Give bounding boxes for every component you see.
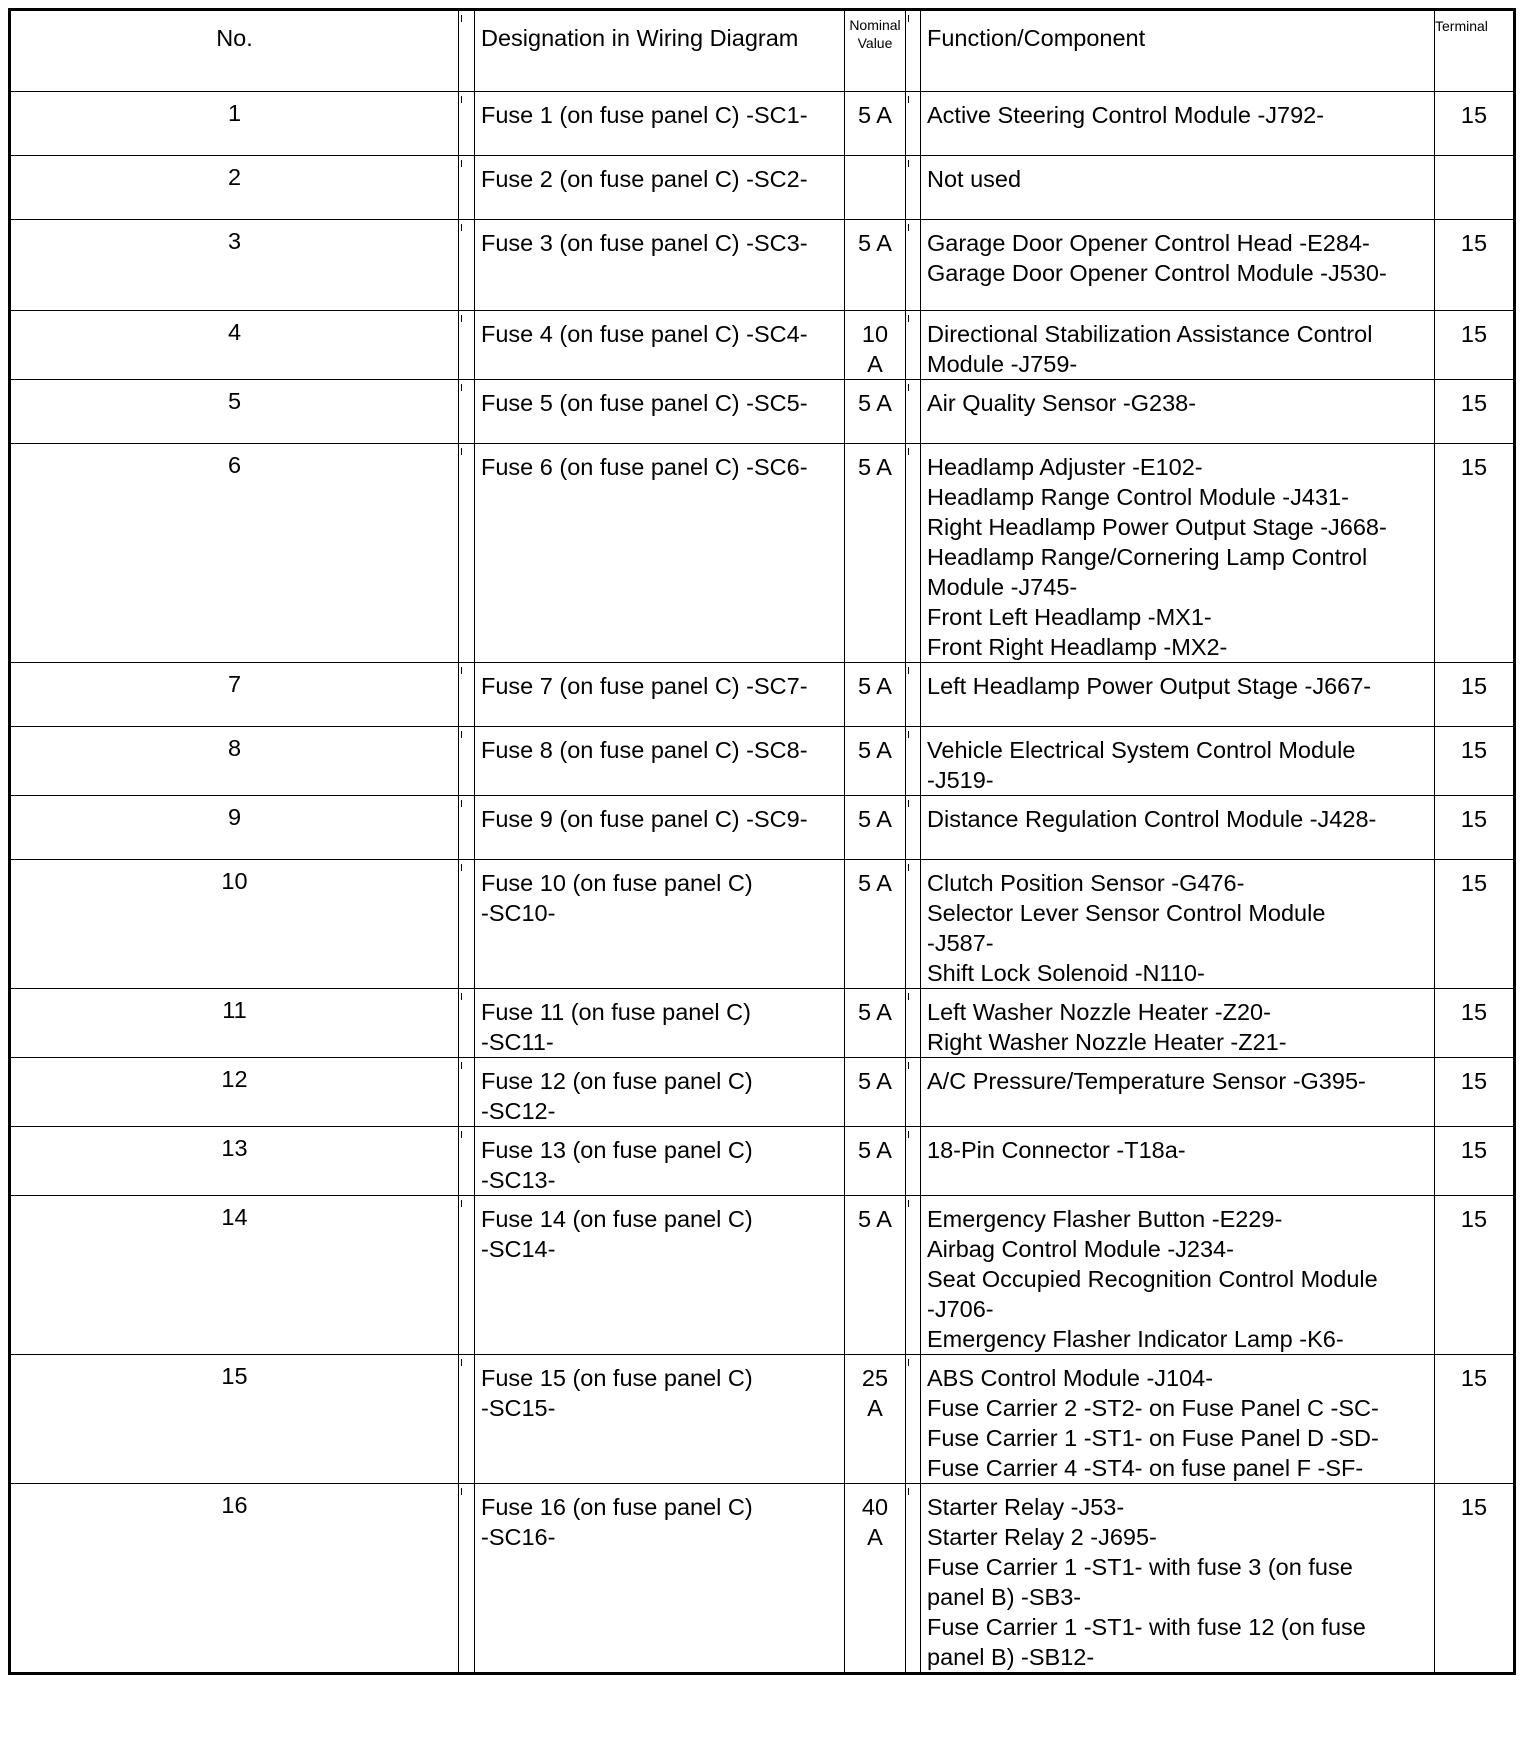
designation-line: Fuse 14 (on fuse panel C)	[481, 1206, 753, 1232]
table-row	[10, 727, 1515, 796]
cell-function	[921, 860, 1435, 989]
cell-spacer	[906, 1196, 921, 1355]
cell-no: 14	[10, 1196, 459, 1355]
cell-terminal: 15	[1435, 92, 1515, 156]
function-line: Selector Lever Sensor Control Module	[927, 900, 1326, 926]
value-line: 5 A	[858, 999, 892, 1025]
value-line: A	[867, 1524, 883, 1550]
table-row	[10, 796, 1515, 860]
cell-function	[921, 1196, 1435, 1355]
cell-no: 1	[10, 92, 459, 156]
function-line: Emergency Flasher Indicator Lamp -K6-	[927, 1326, 1344, 1352]
cell-designation	[475, 796, 845, 860]
cell-spacer	[459, 220, 475, 311]
cell-spacer	[906, 727, 921, 796]
header-nominal-value	[845, 10, 906, 92]
designation-line: -SC13-	[481, 1167, 556, 1193]
cell-designation	[475, 1355, 845, 1484]
cell-spacer	[459, 444, 475, 663]
designation-line: Fuse 8 (on fuse panel C) -SC8-	[481, 737, 808, 763]
cell-spacer	[459, 1355, 475, 1484]
cell-terminal: 15	[1435, 663, 1515, 727]
cell-no: 9	[10, 796, 459, 860]
header-nominal-line1: Nominal	[849, 17, 901, 33]
value-line: 5 A	[858, 737, 892, 763]
value-line: A	[867, 1395, 883, 1421]
header-designation: Designation in Wiring Diagram	[475, 10, 845, 92]
cell-no: 11	[10, 989, 459, 1058]
designation-line: Fuse 13 (on fuse panel C)	[481, 1137, 753, 1163]
designation-line: -SC15-	[481, 1395, 556, 1421]
table-row	[10, 220, 1515, 311]
cell-terminal: 15	[1435, 1355, 1515, 1484]
cell-spacer	[459, 156, 475, 220]
designation-line: Fuse 11 (on fuse panel C)	[481, 999, 751, 1025]
cell-nominal-value	[845, 1058, 906, 1127]
cell-spacer	[459, 1196, 475, 1355]
cell-nominal-value	[845, 92, 906, 156]
function-line: -J519-	[927, 767, 994, 793]
cell-no: 8	[10, 727, 459, 796]
cell-designation	[475, 1484, 845, 1674]
function-line: Module -J745-	[927, 574, 1078, 600]
function-line: Left Washer Nozzle Heater -Z20-	[927, 999, 1271, 1025]
table-row	[10, 92, 1515, 156]
cell-spacer	[906, 156, 921, 220]
cell-no: 10	[10, 860, 459, 989]
table-row	[10, 156, 1515, 220]
value-line: 10	[861, 321, 889, 347]
cell-function	[921, 663, 1435, 727]
table-row	[10, 1058, 1515, 1127]
cell-spacer	[459, 1127, 475, 1196]
cell-spacer	[459, 311, 475, 380]
cell-no: 16	[10, 1484, 459, 1674]
cell-function	[921, 220, 1435, 311]
cell-designation	[475, 1127, 845, 1196]
table-row	[10, 663, 1515, 727]
cell-designation	[475, 380, 845, 444]
value-line: 5 A	[858, 390, 892, 416]
cell-nominal-value	[845, 796, 906, 860]
header-spacer-2	[906, 10, 921, 92]
cell-no: 12	[10, 1058, 459, 1127]
value-line: 5 A	[858, 1206, 892, 1232]
cell-designation	[475, 220, 845, 311]
cell-spacer	[459, 860, 475, 989]
value-line: 5 A	[858, 230, 892, 256]
cell-function	[921, 727, 1435, 796]
header-function: Function/Component	[921, 10, 1435, 92]
value-line: 5 A	[858, 1068, 892, 1094]
cell-designation	[475, 1196, 845, 1355]
cell-nominal-value	[845, 1196, 906, 1355]
value-line: 5 A	[858, 102, 892, 128]
table-row	[10, 311, 1515, 380]
cell-designation	[475, 663, 845, 727]
cell-function	[921, 1127, 1435, 1196]
cell-spacer	[459, 1058, 475, 1127]
cell-terminal	[1435, 156, 1515, 220]
cell-spacer	[459, 796, 475, 860]
cell-spacer	[906, 380, 921, 444]
cell-terminal: 15	[1435, 311, 1515, 380]
function-line: Module -J759-	[927, 351, 1078, 377]
cell-spacer	[906, 796, 921, 860]
designation-line: -SC11-	[481, 1029, 554, 1055]
value-line: 5 A	[858, 454, 892, 480]
function-line: Active Steering Control Module -J792-	[927, 102, 1325, 128]
function-line: Starter Relay -J53-	[927, 1494, 1125, 1520]
function-line: Seat Occupied Recognition Control Module	[927, 1266, 1378, 1292]
cell-spacer	[906, 860, 921, 989]
table-row	[10, 989, 1515, 1058]
cell-spacer	[459, 92, 475, 156]
cell-function	[921, 796, 1435, 860]
fuse-table-sheet	[8, 8, 1513, 1675]
cell-no: 7	[10, 663, 459, 727]
cell-function	[921, 989, 1435, 1058]
cell-designation	[475, 1058, 845, 1127]
cell-nominal-value	[845, 380, 906, 444]
designation-line: -SC10-	[481, 900, 556, 926]
cell-nominal-value	[845, 663, 906, 727]
cell-function	[921, 311, 1435, 380]
cell-no: 3	[10, 220, 459, 311]
cell-nominal-value	[845, 1484, 906, 1674]
cell-nominal-value	[845, 1127, 906, 1196]
designation-line: Fuse 5 (on fuse panel C) -SC5-	[481, 390, 808, 416]
value-line: 5 A	[858, 870, 892, 896]
cell-nominal-value	[845, 444, 906, 663]
cell-function	[921, 380, 1435, 444]
function-line: Right Washer Nozzle Heater -Z21-	[927, 1029, 1287, 1055]
cell-terminal: 15	[1435, 796, 1515, 860]
cell-spacer	[906, 1058, 921, 1127]
table-row	[10, 444, 1515, 663]
table-row	[10, 1127, 1515, 1196]
table-row	[10, 860, 1515, 989]
table-row	[10, 1484, 1515, 1674]
cell-terminal: 15	[1435, 444, 1515, 663]
function-line: panel B) -SB12-	[927, 1644, 1095, 1670]
cell-spacer	[906, 92, 921, 156]
function-line: Fuse Carrier 1 -ST1- on Fuse Panel D -SD-	[927, 1425, 1379, 1451]
designation-line: Fuse 12 (on fuse panel C)	[481, 1068, 753, 1094]
cell-no: 6	[10, 444, 459, 663]
designation-line: -SC12-	[481, 1098, 556, 1124]
function-line: Shift Lock Solenoid -N110-	[927, 960, 1205, 986]
designation-line: Fuse 6 (on fuse panel C) -SC6-	[481, 454, 808, 480]
cell-function	[921, 444, 1435, 663]
cell-terminal: 15	[1435, 220, 1515, 311]
cell-terminal: 15	[1435, 860, 1515, 989]
value-line: 40	[861, 1494, 889, 1520]
cell-designation	[475, 311, 845, 380]
function-line: Fuse Carrier 1 -ST1- with fuse 3 (on fuse	[927, 1554, 1353, 1580]
cell-designation	[475, 727, 845, 796]
designation-line: Fuse 4 (on fuse panel C) -SC4-	[481, 321, 808, 347]
header-nominal-line2: Value	[857, 35, 893, 51]
cell-spacer	[459, 989, 475, 1058]
cell-no: 4	[10, 311, 459, 380]
function-line: Front Right Headlamp -MX2-	[927, 634, 1228, 660]
cell-nominal-value	[845, 220, 906, 311]
cell-nominal-value	[845, 1355, 906, 1484]
fuse-table-body	[10, 92, 1515, 1674]
function-line: Fuse Carrier 4 -ST4- on fuse panel F -SF-	[927, 1455, 1364, 1481]
header-row	[10, 10, 1515, 92]
cell-spacer	[459, 380, 475, 444]
function-line: Front Left Headlamp -MX1-	[927, 604, 1212, 630]
function-line: Air Quality Sensor -G238-	[927, 390, 1197, 416]
function-line: Distance Regulation Control Module -J428-	[927, 806, 1377, 832]
cell-spacer	[906, 663, 921, 727]
cell-spacer	[459, 727, 475, 796]
cell-spacer	[906, 444, 921, 663]
cell-nominal-value	[845, 860, 906, 989]
cell-nominal-value	[845, 156, 906, 220]
cell-terminal: 15	[1435, 727, 1515, 796]
function-line: panel B) -SB3-	[927, 1584, 1082, 1610]
table-row	[10, 380, 1515, 444]
function-line: Garage Door Opener Control Head -E284-	[927, 230, 1370, 256]
cell-spacer	[906, 311, 921, 380]
function-line: -J587-	[927, 930, 994, 956]
cell-designation	[475, 156, 845, 220]
cell-designation	[475, 989, 845, 1058]
function-line: Left Headlamp Power Output Stage -J667-	[927, 673, 1372, 699]
cell-terminal: 15	[1435, 380, 1515, 444]
function-line: Headlamp Range/Cornering Lamp Control	[927, 544, 1368, 570]
designation-line: Fuse 7 (on fuse panel C) -SC7-	[481, 673, 808, 699]
cell-terminal: 15	[1435, 1127, 1515, 1196]
cell-terminal: 15	[1435, 1196, 1515, 1355]
function-line: Headlamp Range Control Module -J431-	[927, 484, 1349, 510]
cell-spacer	[459, 1484, 475, 1674]
cell-spacer	[906, 989, 921, 1058]
designation-line: Fuse 15 (on fuse panel C)	[481, 1365, 753, 1391]
cell-no: 15	[10, 1355, 459, 1484]
cell-terminal: 15	[1435, 1058, 1515, 1127]
designation-line: Fuse 2 (on fuse panel C) -SC2-	[481, 166, 808, 192]
cell-nominal-value	[845, 727, 906, 796]
cell-spacer	[906, 1484, 921, 1674]
value-line: A	[867, 351, 883, 377]
designation-line: Fuse 16 (on fuse panel C)	[481, 1494, 753, 1520]
designation-line: Fuse 1 (on fuse panel C) -SC1-	[481, 102, 808, 128]
function-line: -J706-	[927, 1296, 994, 1322]
cell-function	[921, 1058, 1435, 1127]
cell-nominal-value	[845, 311, 906, 380]
function-line: Airbag Control Module -J234-	[927, 1236, 1234, 1262]
cell-function	[921, 1484, 1435, 1674]
value-line: 5 A	[858, 1137, 892, 1163]
function-line: Directional Stabilization Assistance Control	[927, 321, 1373, 347]
cell-terminal: 15	[1435, 989, 1515, 1058]
function-line: Garage Door Opener Control Module -J530-	[927, 260, 1387, 286]
cell-spacer	[906, 1355, 921, 1484]
cell-no: 5	[10, 380, 459, 444]
function-line: Vehicle Electrical System Control Module	[927, 737, 1356, 763]
table-row	[10, 1196, 1515, 1355]
cell-terminal: 15	[1435, 1484, 1515, 1674]
designation-line: Fuse 3 (on fuse panel C) -SC3-	[481, 230, 808, 256]
function-line: Starter Relay 2 -J695-	[927, 1524, 1157, 1550]
fuse-table	[8, 8, 1516, 1675]
function-line: Not used	[927, 166, 1022, 192]
cell-designation	[475, 444, 845, 663]
table-row	[10, 1355, 1515, 1484]
cell-spacer	[906, 220, 921, 311]
value-line: 25	[861, 1365, 889, 1391]
function-line: Fuse Carrier 2 -ST2- on Fuse Panel C -SC-	[927, 1395, 1379, 1421]
function-line: A/C Pressure/Temperature Sensor -G395-	[927, 1068, 1366, 1094]
function-line: Emergency Flasher Button -E229-	[927, 1206, 1283, 1232]
function-line: Clutch Position Sensor -G476-	[927, 870, 1245, 896]
value-line: 5 A	[858, 806, 892, 832]
cell-nominal-value	[845, 989, 906, 1058]
header-no: No.	[10, 10, 459, 92]
cell-function	[921, 156, 1435, 220]
cell-no: 2	[10, 156, 459, 220]
header-spacer-1	[459, 10, 475, 92]
designation-line: -SC14-	[481, 1236, 556, 1262]
function-line: ABS Control Module -J104-	[927, 1365, 1214, 1391]
cell-spacer	[459, 663, 475, 727]
value-line: 5 A	[858, 673, 892, 699]
cell-designation	[475, 860, 845, 989]
cell-no: 13	[10, 1127, 459, 1196]
function-line: Headlamp Adjuster -E102-	[927, 454, 1203, 480]
cell-function	[921, 1355, 1435, 1484]
designation-line: Fuse 10 (on fuse panel C)	[481, 870, 753, 896]
designation-line: -SC16-	[481, 1524, 556, 1550]
function-line: Right Headlamp Power Output Stage -J668-	[927, 514, 1387, 540]
function-line: 18-Pin Connector -T18a-	[927, 1137, 1186, 1163]
designation-line: Fuse 9 (on fuse panel C) -SC9-	[481, 806, 808, 832]
header-terminal: Terminal	[1435, 10, 1515, 92]
cell-function	[921, 92, 1435, 156]
function-line: Fuse Carrier 1 -ST1- with fuse 12 (on fuse	[927, 1614, 1366, 1640]
cell-designation	[475, 92, 845, 156]
cell-spacer	[906, 1127, 921, 1196]
